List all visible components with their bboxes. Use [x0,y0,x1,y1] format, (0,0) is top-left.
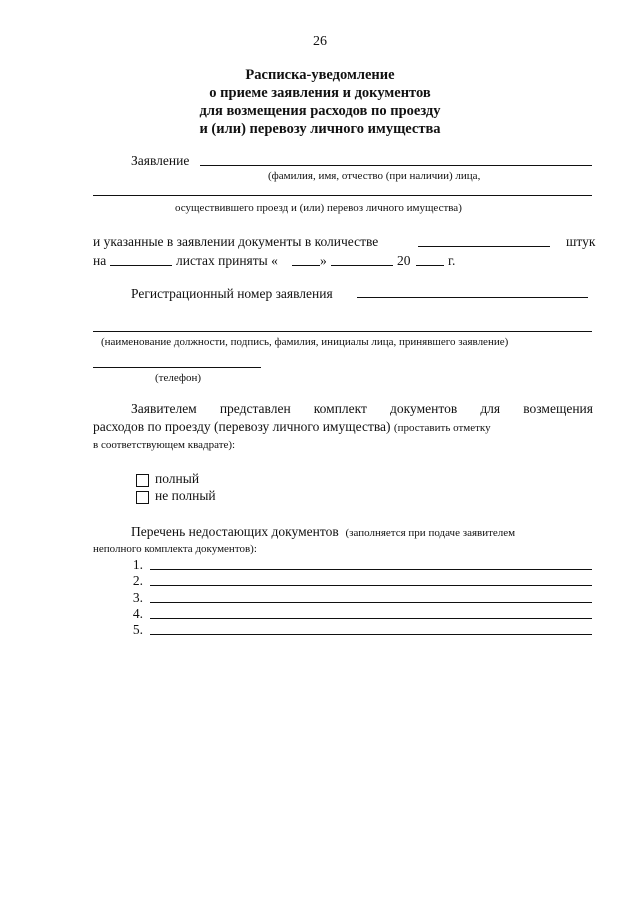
applicant-name-field[interactable] [200,165,592,166]
applicant-name-field-continued[interactable] [93,195,592,196]
quote-close: » [320,253,327,268]
docs-count-text: и указанные в заявлении документы в количестве [93,234,379,249]
missing-docs-main: Перечень недостающих документов [131,524,339,539]
official-caption: (наименование должности, подпись, фамилия, инициалы лица, принявшего заявление) [101,336,509,348]
title-line-1: Расписка-уведомление [245,67,395,83]
missing-item-number: 2. [132,573,143,588]
incomplete-checkbox[interactable] [136,491,149,504]
missing-item-field-3[interactable] [150,602,592,603]
set-statement-note-continued: в соответствующем квадрате): [93,439,236,451]
day-field[interactable] [292,265,320,266]
missing-item-field-5[interactable] [150,634,592,635]
title-line-4: и (или) перевозу личного имущества [199,121,441,137]
year-field[interactable] [416,265,444,266]
missing-item-number: 3. [132,590,143,605]
sheets-count-field[interactable] [110,265,172,266]
missing-item-number: 1. [132,557,143,572]
registration-number-label: Регистрационный номер заявления [131,286,333,301]
missing-docs-note: (заполняется при подаче заявителем [345,527,516,539]
applicant-caption-continued: осуществившего проезд и (или) перевоз личного имущества) [175,202,462,214]
year-prefix: 20 [397,253,411,268]
full-checkbox[interactable] [136,474,149,487]
missing-item-field-1[interactable] [150,569,592,570]
on-label: на [93,253,107,268]
missing-docs-heading [131,524,515,540]
sheets-accepted-text: листах приняты « [176,253,278,268]
title-line-3: для возмещения расходов по проезду [199,103,441,119]
phone-caption: (телефон) [155,372,202,384]
pieces-label: штук [566,234,596,249]
application-label: Заявление [131,153,190,168]
option-incomplete-label: не полный [155,488,216,503]
missing-item-field-2[interactable] [150,585,592,586]
applicant-name-caption: (фамилия, имя, отчество (при наличии) лица, [268,170,481,182]
missing-docs-note-continued: неполного комплекта документов): [93,543,257,555]
title-line-2: о приеме заявления и документов [209,85,431,101]
registration-number-field[interactable] [357,297,588,298]
missing-item-number: 5. [132,622,143,637]
set-statement-main: расходов по проезду (перевозу личного имущества) [93,419,391,434]
month-field[interactable] [331,265,393,266]
option-full-label: полный [155,471,200,486]
page-number: 26 [313,34,327,49]
year-suffix: г. [448,253,456,268]
missing-item-number: 4. [132,606,143,621]
document-title [0,66,640,138]
missing-item-field-4[interactable] [150,618,592,619]
phone-field[interactable] [93,367,261,368]
set-statement-note: (проставить отметку [393,422,491,434]
set-statement-line-1: Заявителем представлен комплект документов для возмещения [131,401,593,416]
set-statement-line-2 [93,419,491,435]
docs-count-field[interactable] [418,246,550,247]
official-signature-field[interactable] [93,331,592,332]
